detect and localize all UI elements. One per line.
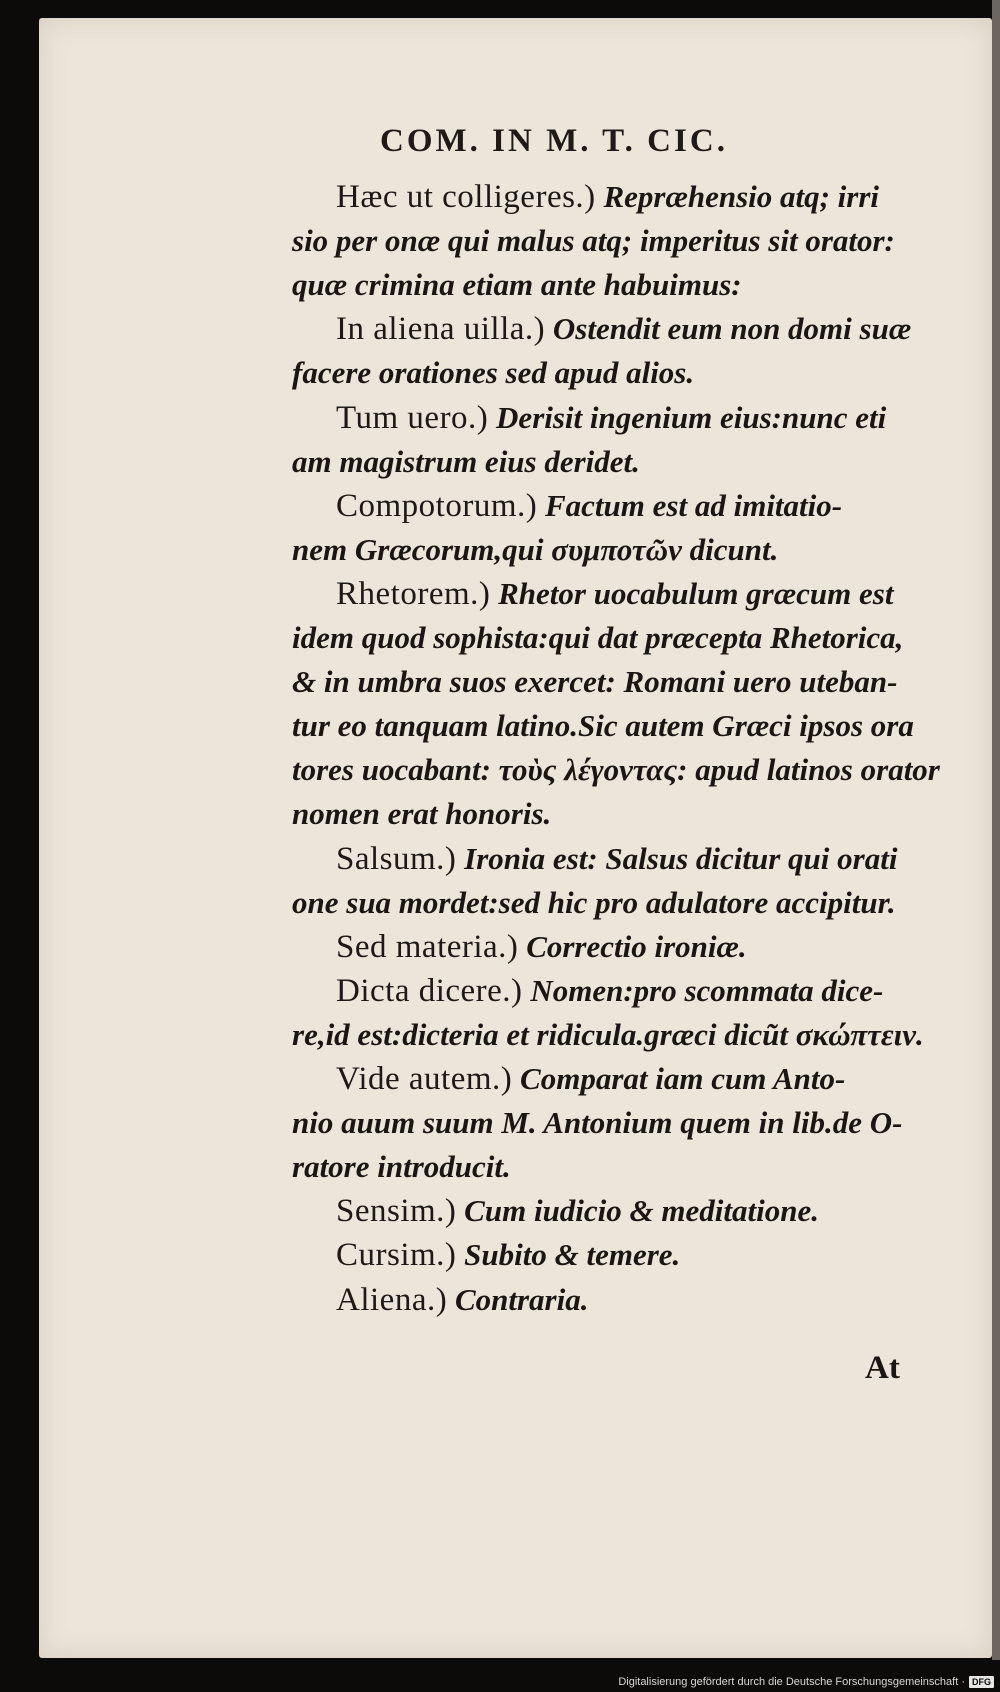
gloss-text: am magistrum eius deridet. — [292, 443, 640, 479]
lemma-text: Hæc ut colligeres.) — [336, 179, 596, 215]
gloss-text: idem quod sophista:qui dat præcepta Rhetorica, — [292, 620, 904, 655]
gloss-text: Comparat iam cum Anto- — [520, 1061, 846, 1096]
commentary-entry-line — [336, 487, 842, 525]
commentary-continuation-line — [292, 1148, 511, 1186]
lemma-text: Compotorum.) — [336, 487, 538, 524]
commentary-entry-line — [336, 1236, 680, 1274]
catchword: At — [865, 1350, 900, 1386]
credit-text: Digitalisierung gefördert durch die Deutsche Forschungsgemeinschaft · — [618, 1676, 965, 1688]
gloss-text: sio per onæ qui malus atq; imperitus sit orator: — [292, 223, 895, 259]
commentary-continuation-line — [292, 1104, 902, 1142]
gloss-text: Nomen:pro scommata dice- — [530, 972, 884, 1008]
commentary-continuation-line — [292, 707, 914, 745]
lemma-text: In aliena uilla.) — [336, 311, 546, 348]
commentary-entry-line — [336, 840, 897, 878]
commentary-entry-line — [336, 1192, 819, 1230]
gloss-text: nio auum suum M. Antonium quem in lib.de O- — [292, 1105, 903, 1141]
gloss-text: one sua mordet:sed hic pro adulatore accipitur. — [292, 884, 896, 920]
gloss-text: Derisit ingenium eius:nunc eti — [496, 399, 887, 435]
commentary-continuation-line — [292, 266, 742, 304]
commentary-continuation-line — [292, 354, 694, 392]
gloss-text: tores uocabant: τοὺς λέγοντας: apud latinos orator — [292, 752, 940, 788]
lemma-text: Vide autem.) — [336, 1061, 513, 1097]
commentary-continuation-line — [292, 222, 895, 260]
commentary-entry-line — [336, 1281, 588, 1319]
lemma-text: Cursim.) — [336, 1237, 457, 1274]
commentary-entry-line — [336, 310, 911, 348]
lemma-text: Dicta dicere.) — [336, 972, 523, 1009]
lemma-text: Sed materia.) — [336, 928, 519, 965]
gloss-text: facere orationes sed apud alios. — [292, 355, 695, 391]
lemma-text: Aliena.) — [336, 1281, 448, 1318]
page-edge-strip — [992, 0, 1000, 1660]
commentary-entry-line — [336, 178, 879, 216]
dfg-logo-icon: DFG — [969, 1676, 994, 1688]
commentary-continuation-line — [292, 795, 551, 833]
gloss-text: quæ crimina etiam ante habuimus: — [292, 267, 742, 303]
commentary-entry-line — [336, 399, 886, 437]
gloss-text: nomen erat honoris. — [292, 796, 552, 832]
gloss-text: Rhetor uocabulum græcum est — [498, 575, 894, 611]
commentary-continuation-line — [292, 884, 896, 922]
commentary-continuation-line — [292, 663, 897, 701]
gloss-text: Correctio ironiæ. — [526, 928, 747, 964]
gloss-text: Ostendit eum non domi suæ — [552, 311, 912, 347]
gloss-text: tur eo tanquam latino.Sic autem Græci ipsos ora — [292, 708, 914, 744]
commentary-continuation-line — [292, 751, 940, 789]
commentary-entry-line — [336, 1060, 845, 1098]
gloss-text: & in umbra suos exercet: Romani uero uteban- — [292, 664, 898, 700]
commentary-continuation-line — [292, 531, 778, 569]
digitization-credit — [618, 1676, 994, 1688]
lemma-text: Sensim.) — [336, 1193, 457, 1230]
gloss-text: Contraria. — [454, 1281, 589, 1317]
lemma-text: Rhetorem.) — [336, 575, 491, 612]
lemma-text: Salsum.) — [336, 840, 457, 877]
gloss-text: Cum iudicio & meditatione. — [464, 1193, 819, 1229]
commentary-entry-line — [336, 928, 747, 966]
commentary-continuation-line — [292, 1016, 924, 1054]
commentary-entry-line — [336, 575, 893, 613]
book-page — [39, 18, 992, 1658]
gloss-text: Subito & temere. — [464, 1237, 681, 1273]
running-head: COM. IN M. T. CIC. — [380, 123, 728, 159]
commentary-continuation-line — [292, 443, 640, 481]
gloss-text: Repræhensio atq; irri — [603, 179, 880, 214]
gloss-text: re,id est:dicteria et ridicula.græci dicũt σκώπτειν. — [292, 1016, 924, 1052]
commentary-entry-line — [336, 972, 883, 1010]
gloss-text: ratore introducit. — [292, 1149, 511, 1185]
commentary-continuation-line — [292, 619, 903, 657]
gloss-text: Ironia est: Salsus dicitur qui orati — [464, 840, 898, 876]
lemma-text: Tum uero.) — [336, 399, 489, 436]
gloss-text: nem Græcorum,qui συμποτῶν dicunt. — [292, 531, 779, 567]
gloss-text: Factum est ad imitatio- — [545, 487, 843, 523]
